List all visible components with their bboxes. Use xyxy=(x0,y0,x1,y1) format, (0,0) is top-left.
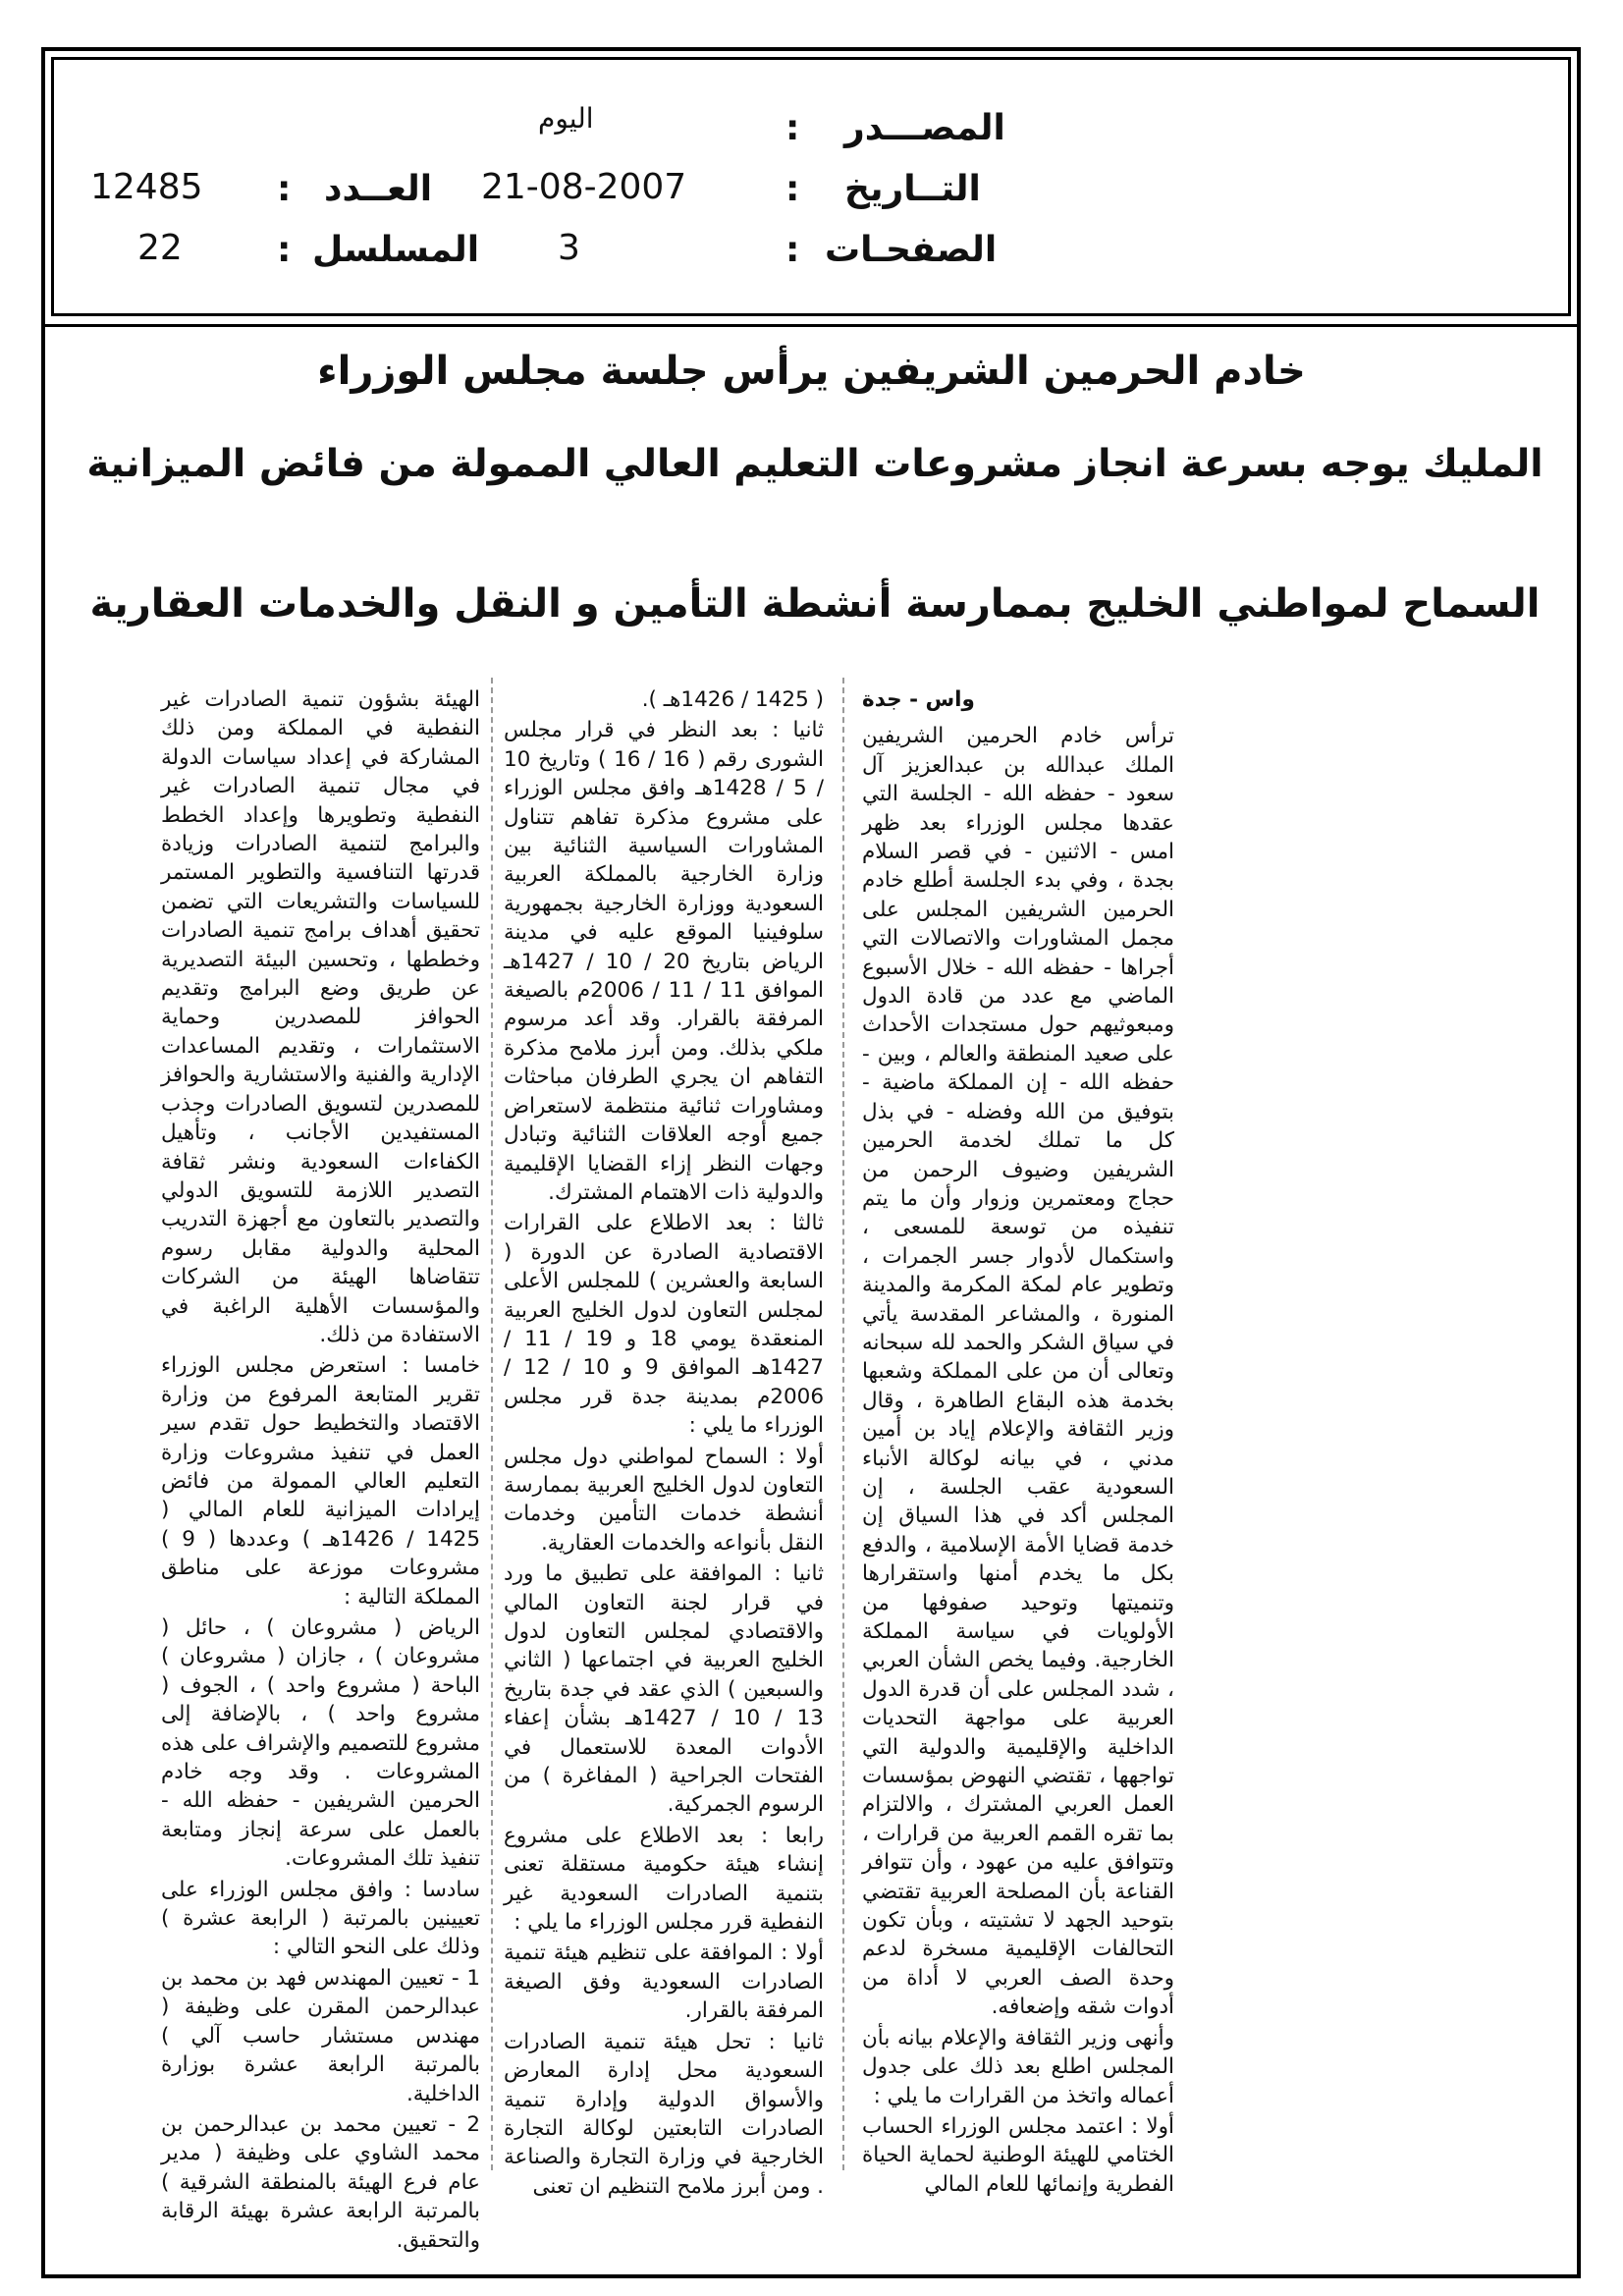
article-column-1 xyxy=(862,685,1174,2197)
kicker: خادم الحرمين الشريفين يرأس جلسة مجلس الوزراء xyxy=(317,349,1306,394)
paragraph: ثانيا : بعد النظر في قرار مجلس الشورى رقم ( 16 / 16 ) وتاريخ 10 / 5 / 1428هـ وافق مجلس الوزراء على مشروع مذكرة تفاهم تتناول المشاورات السياسية الثنائية بين وزارة الخارجية بالمملكة العربية السعودية ووزارة الخارجية بجمهورية سلوفينيا الموقع عليه في مدينة الرياض بتاريخ 20 / 10 / 1427هـ الموافق 11 / 11 / 2006م بالصيغة المرفقة بالقرار. وقد أعد مرسوم ملكي بذلك. ومن أبرز ملامح مذكرة التفاهم ان يجري الطرفان مباحثات ومشاورات ثنائية منتظمة لاستعراض جميع أوجه العلاقات الثنائية وتبادل وجهات النظر إزاء القضايا الإقليمية والدولية ذات الاهتمام المشترك. xyxy=(504,718,825,1205)
header-divider xyxy=(45,324,1577,327)
serial-value: 22 xyxy=(137,228,183,268)
paragraph: أولا : السماح لمواطني دول مجلس التعاون لدول الخليج العربية بممارسة أنشطة خدمات التأمين وخدمات النقل بأنواعه والخدمات العقارية. xyxy=(504,1444,824,1556)
date-colon: : xyxy=(785,169,800,209)
article-column-2 xyxy=(504,685,825,2199)
date-label: التــاريخ xyxy=(844,169,981,209)
date-value: 21-08-2007 xyxy=(481,167,687,207)
paragraph: أولا : الموافقة على تنظيم هيئة تنمية الصادرات السعودية وفق الصيغة المرفقة بالقرار. xyxy=(504,1941,824,2024)
paragraph: الرياض ( مشروعان ) ، حائل ( مشروعان ) ، جازان ( مشروعان ) الباحة ( مشروع واحد ) ، الجوف ( مشروع واحد ) ، بالإضافة إلى مشروع للتصميم والإشراف على هذه المشروعات . وقد وجه خادم الحرمين الشريفين - حفظه الله - بالعمل على سرعة إنجاز ومتابعة تنفيذ تلك المشروعات. xyxy=(161,1615,480,1872)
paragraph: خامسا : استعرض مجلس الوزراء تقرير المتابعة المرفوع من وزارة الاقتصاد والتخطيط حول تقدم سير العمل في تنفيذ مشروعات وزارة التعليم العالي الممولة من فائض إيرادات الميزانية للعام المالي ( 1425 / 1426هـ ) وعددها ( 9 ) مشروعات موزعة على مناطق المملكة التالية : xyxy=(161,1353,480,1610)
paragraph: ترأس خادم الحرمين الشريفين الملك عبدالله بن عبدالعزيز آل سعود - حفظه الله - الجلسة التي عقدها مجلس الوزراء بعد ظهر امس - الاثنين - في قصر السلام بجدة ، وفي بدء الجلسة أطلع خادم الحرمين الشريفين المجلس على مجمل المشاورات والاتصالات التي أجراها - حفظه الله - خلال الأسبوع الماضي مع عدد من قادة الدول ومبعوثيهم حول مستجدات الأحداث على صعيد المنطقة والعالم ، وبين - حفظه الله - إن المملكة ماضية - بتوفيق من الله وفضله - في بذل كل ما تملك لخدمة الحرمين الشريفين وضيوف الرحمن من حجاج ومعتمرين وزوار وأن ما يتم تنفيذه من توسعة للمسعى ، واستكمال لأدوار جسر الجمرات ، وتطوير عام لمكة المكرمة والمدينة المنورة ، والمشاعر المقدسة يأتي في سياق الشكر والحمد لله سبحانه وتعالى أن من على المملكة وشعبها بخدمة هذه البقاع الطاهرة ، وقال وزير الثقافة والإعلام إياد بن أمين مدني ، في بيانه لوكالة الأنباء السعودية عقب الجلسة ، إن المجلس أكد في هذا السياق إن خدمة قضايا الأمة الإسلامية ، والدفع بكل ما يخدم أمنها واستقرارها وتنميتها وتوحيد صفوفها من الأولويات في سياسة المملكة الخارجية. وفيما يخص الشأن العربي ، شدد المجلس على أن قدرة الدول العربية على مواجهة التحديات الداخلية والإقليمية والدولية التي تواجهها ، تقتضي النهوض بمؤسسات العمل العربي المشترك ، والالتزام بما تقره القمم العربية من قرارات ، وتتوافق عليه من عهود ، وأن تتوافر القناعة بأن المصلحة العربية تقتضي بتوحيد الجهد لا تشتيته ، وبأن تكون التحالفات الإقليمية مسخرة لدعم وحدة الصف العربي لا أداة من أدوات شقه وإضعافه. xyxy=(862,724,1174,2020)
byline: واس - جدة xyxy=(862,687,975,712)
paragraph: أولا : اعتمد مجلس الوزراء الحساب الختامي للهيئة الوطنية لحماية الحياة الفطرية وإنمائها للعام المالي xyxy=(862,2113,1174,2197)
paragraph: 2 - تعيين محمد بن عبدالرحمن بن محمد الشاوي على وظيفة ( مدير عام فرع الهيئة بالمنطقة الشرقية ) بالمرتبة الرابعة عشرة بهيئة الرقابة والتحقيق. xyxy=(161,2111,480,2253)
issue-label: العــدد xyxy=(324,169,433,209)
pages-value: 3 xyxy=(558,228,580,268)
paragraph: ثانيا : تحل هيئة تنمية الصادرات السعودية محل إدارة المعارض والأسواق الدولية وإدارة تنمية الصادرات التابعتين لوكالة التجارة الخارجية في وزارة التجارة والصناعة . ومن أبرز ملامح التنظيم ان تعنى xyxy=(504,2029,824,2199)
source-value: اليوم xyxy=(538,102,594,135)
column-divider xyxy=(842,678,846,2170)
column-divider xyxy=(491,678,495,2170)
headline-secondary: السماح لمواطني الخليج بممارسة أنشطة التأمين و النقل والخدمات العقارية xyxy=(89,581,1541,627)
paragraph: الهيئة بشؤون تنمية الصادرات غير النفطية في المملكة ومن ذلك المشاركة في إعداد سياسات الدولة في مجال تنمية الصادرات غير النفطية وتطويرها وإعداد الخطط والبرامج لتنمية الصادرات وزيادة قدرتها التنافسية والتطوير المستمر للسياسات والتشريعات التي تضمن تحقيق أهداف برامج تنمية الصادرات وخططها ، وتحسين البيئة التصديرية عن طريق وضع البرامج وتقديم الحوافز للمصدرين وحماية الاستثمارات ، وتقديم المساعدات الإدارية والفنية والاستشارية والحوافز للمصدرين لتسويق الصادرات وجذب المستفيدين الأجانب ، وتأهيل الكفاءات السعودية ونشر ثقافة التصدير اللازمة للتسويق الدولي والتصدير بالتعاون مع أجهزة التدريب المحلية والدولية مقابل رسوم تتقاضاها الهيئة من الشركات والمؤسسات الأهلية الراغبة في الاستفادة من ذلك. xyxy=(161,687,480,1347)
issue-colon: : xyxy=(277,169,292,209)
article-column-3 xyxy=(161,685,480,2253)
paragraph: سادسا : وافق مجلس الوزراء على تعيينين بالمرتبة ( الرابعة عشرة ) وذلك على النحو التالي : xyxy=(161,1877,480,1960)
paragraph: ثانيا : الموافقة على تطبيق ما ورد في قرار لجنة التعاون المالي والاقتصادي لمجلس التعاون لدول الخليج العربية في اجتماعها ( الثاني والسبعين ) الذي عقد في جدة بتاريخ 13 / 10 / 1427هـ بشأن إعفاء الأدوات المعدة للاستعمال في الفتحات الجراحية ( المفاغرة ) من الرسوم الجمركية. xyxy=(504,1561,824,1818)
source-label: المصـــدر xyxy=(844,108,1005,148)
pages-label: الصفحـات xyxy=(825,230,998,270)
serial-colon: : xyxy=(277,230,292,270)
source-colon: : xyxy=(785,108,800,148)
paragraph: وأنهى وزير الثقافة والإعلام بيانه بأن المجلس اطلع بعد ذلك على جدول أعماله واتخذ من القرارات ما يلي : xyxy=(862,2025,1174,2108)
pages-colon: : xyxy=(785,230,800,270)
paragraph: ثالثا : بعد الاطلاع على القرارات الاقتصادية الصادرة عن الدورة ( السابعة والعشرين ) للمجلس الأعلى لمجلس التعاون لدول الخليج العربية المنعقدة يومي 18 و 19 / 11 / 1427هـ الموافق 9 و 10 / 12 / 2006م بمدينة جدة قرر مجلس الوزراء ما يلي : xyxy=(504,1211,824,1439)
paragraph: ( 1425 / 1426هـ ). xyxy=(641,687,824,712)
paragraph: 1 - تعيين المهندس فهد بن محمد بن عبدالرحمن المقرن على وظيفة ( مهندس مستشار حاسب آلي ) بالمرتبة الرابعة عشرة بوزارة الداخلية. xyxy=(161,1965,480,2106)
headline-main: المليك يوجه بسرعة انجاز مشروعات التعليم العالي الممولة من فائض الميزانية xyxy=(86,442,1543,486)
issue-value: 12485 xyxy=(90,167,203,207)
serial-label: المسلسل xyxy=(312,230,480,270)
paragraph: رابعا : بعد الاطلاع على مشروع إنشاء هيئة حكومية مستقلة تعنى بتنمية الصادرات السعودية غير النفطية قرر مجلس الوزراء ما يلي : xyxy=(504,1823,824,1936)
